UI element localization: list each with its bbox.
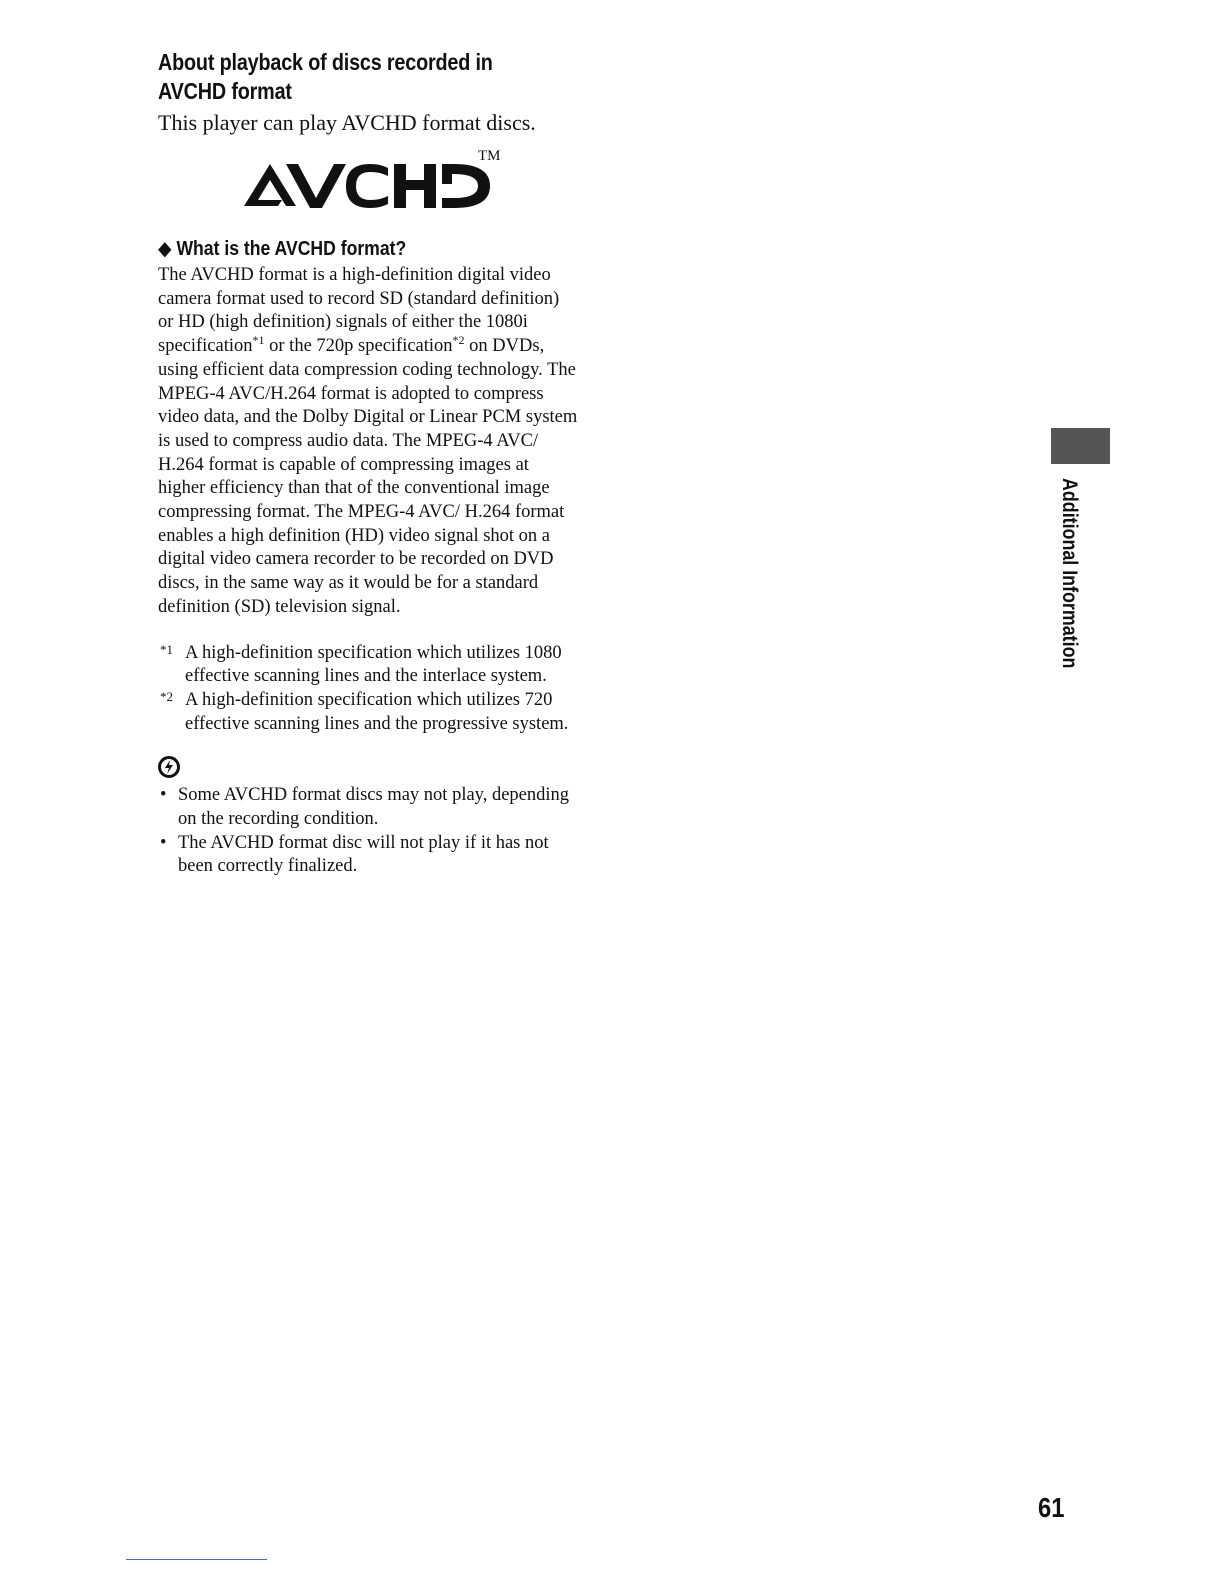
footnote-mark: *1 [160,641,173,657]
subsection-title-text: What is the AVCHD format? [176,238,407,260]
body-text-segment: on DVDs, using efficient data compression coding technology. The MPEG-4 AVC/H.264 format is adopted to compress video data, and the Dolby Digital or Linear PCM system is used to compress audio data. The MPEG-4 AVC/ H.264 format is capable of compressing images at higher efficiency than that of the conventional image compressing format. The MPEG-4 AVC/ H.264 format enables a high definition (HD) video signal shot on a digital video camera recorder to be recorded on DVD discs, in the same way as it would be for a standard definition (SD) television signal. [158,336,578,617]
footnotes [158,642,578,737]
footnote-text: A high-definition specification which utilizes 1080 effective scanning lines and the interlace system. [185,642,562,687]
section-tab-label: Additional Information [1058,478,1081,669]
footnote-ref-1: *1 [252,332,265,347]
footnote-ref-2: *2 [452,332,465,347]
note-text: Some AVCHD format discs may not play, depending on the recording condition. [178,785,570,830]
note-text: The AVCHD format disc will not play if it has not been correctly finalized. [178,832,549,877]
notes-list [158,784,578,879]
content-column [158,48,578,879]
body-text-segment: or the 720p specification [264,336,453,357]
page-number: 61 [1038,1492,1065,1523]
body-text-segment: The AVCHD format is a high-definition digital video camera format used to record SD (standard definition) or HD (high definition) signals of either the 1080i specification [158,265,560,357]
avchd-logo [158,150,578,230]
section-tab-marker [1051,428,1110,464]
diamond-bullet-icon: ◆ [158,238,172,260]
list-item [158,784,578,831]
trademark-symbol: TM [478,148,501,164]
footnote-text: A high-definition specification which utilizes 720 effective scanning lines and the progressive system. [185,689,569,734]
footnote-mark: *2 [160,688,173,704]
footnote-1 [158,642,578,689]
section-title: About playback of discs recorded in AVCHD format [158,49,493,104]
bullet-icon: • [160,785,167,806]
subsection-body [158,264,578,620]
divider [126,1559,267,1560]
bullet-icon: • [160,832,167,853]
footnote-2 [158,689,578,736]
subsection-title [158,236,572,262]
avchd-logo-graphic [242,160,492,210]
intro-text: This player can play AVCHD format discs. [158,110,536,135]
note-icon [158,756,578,782]
list-item [158,832,578,879]
note-icon-graphic [158,756,180,778]
